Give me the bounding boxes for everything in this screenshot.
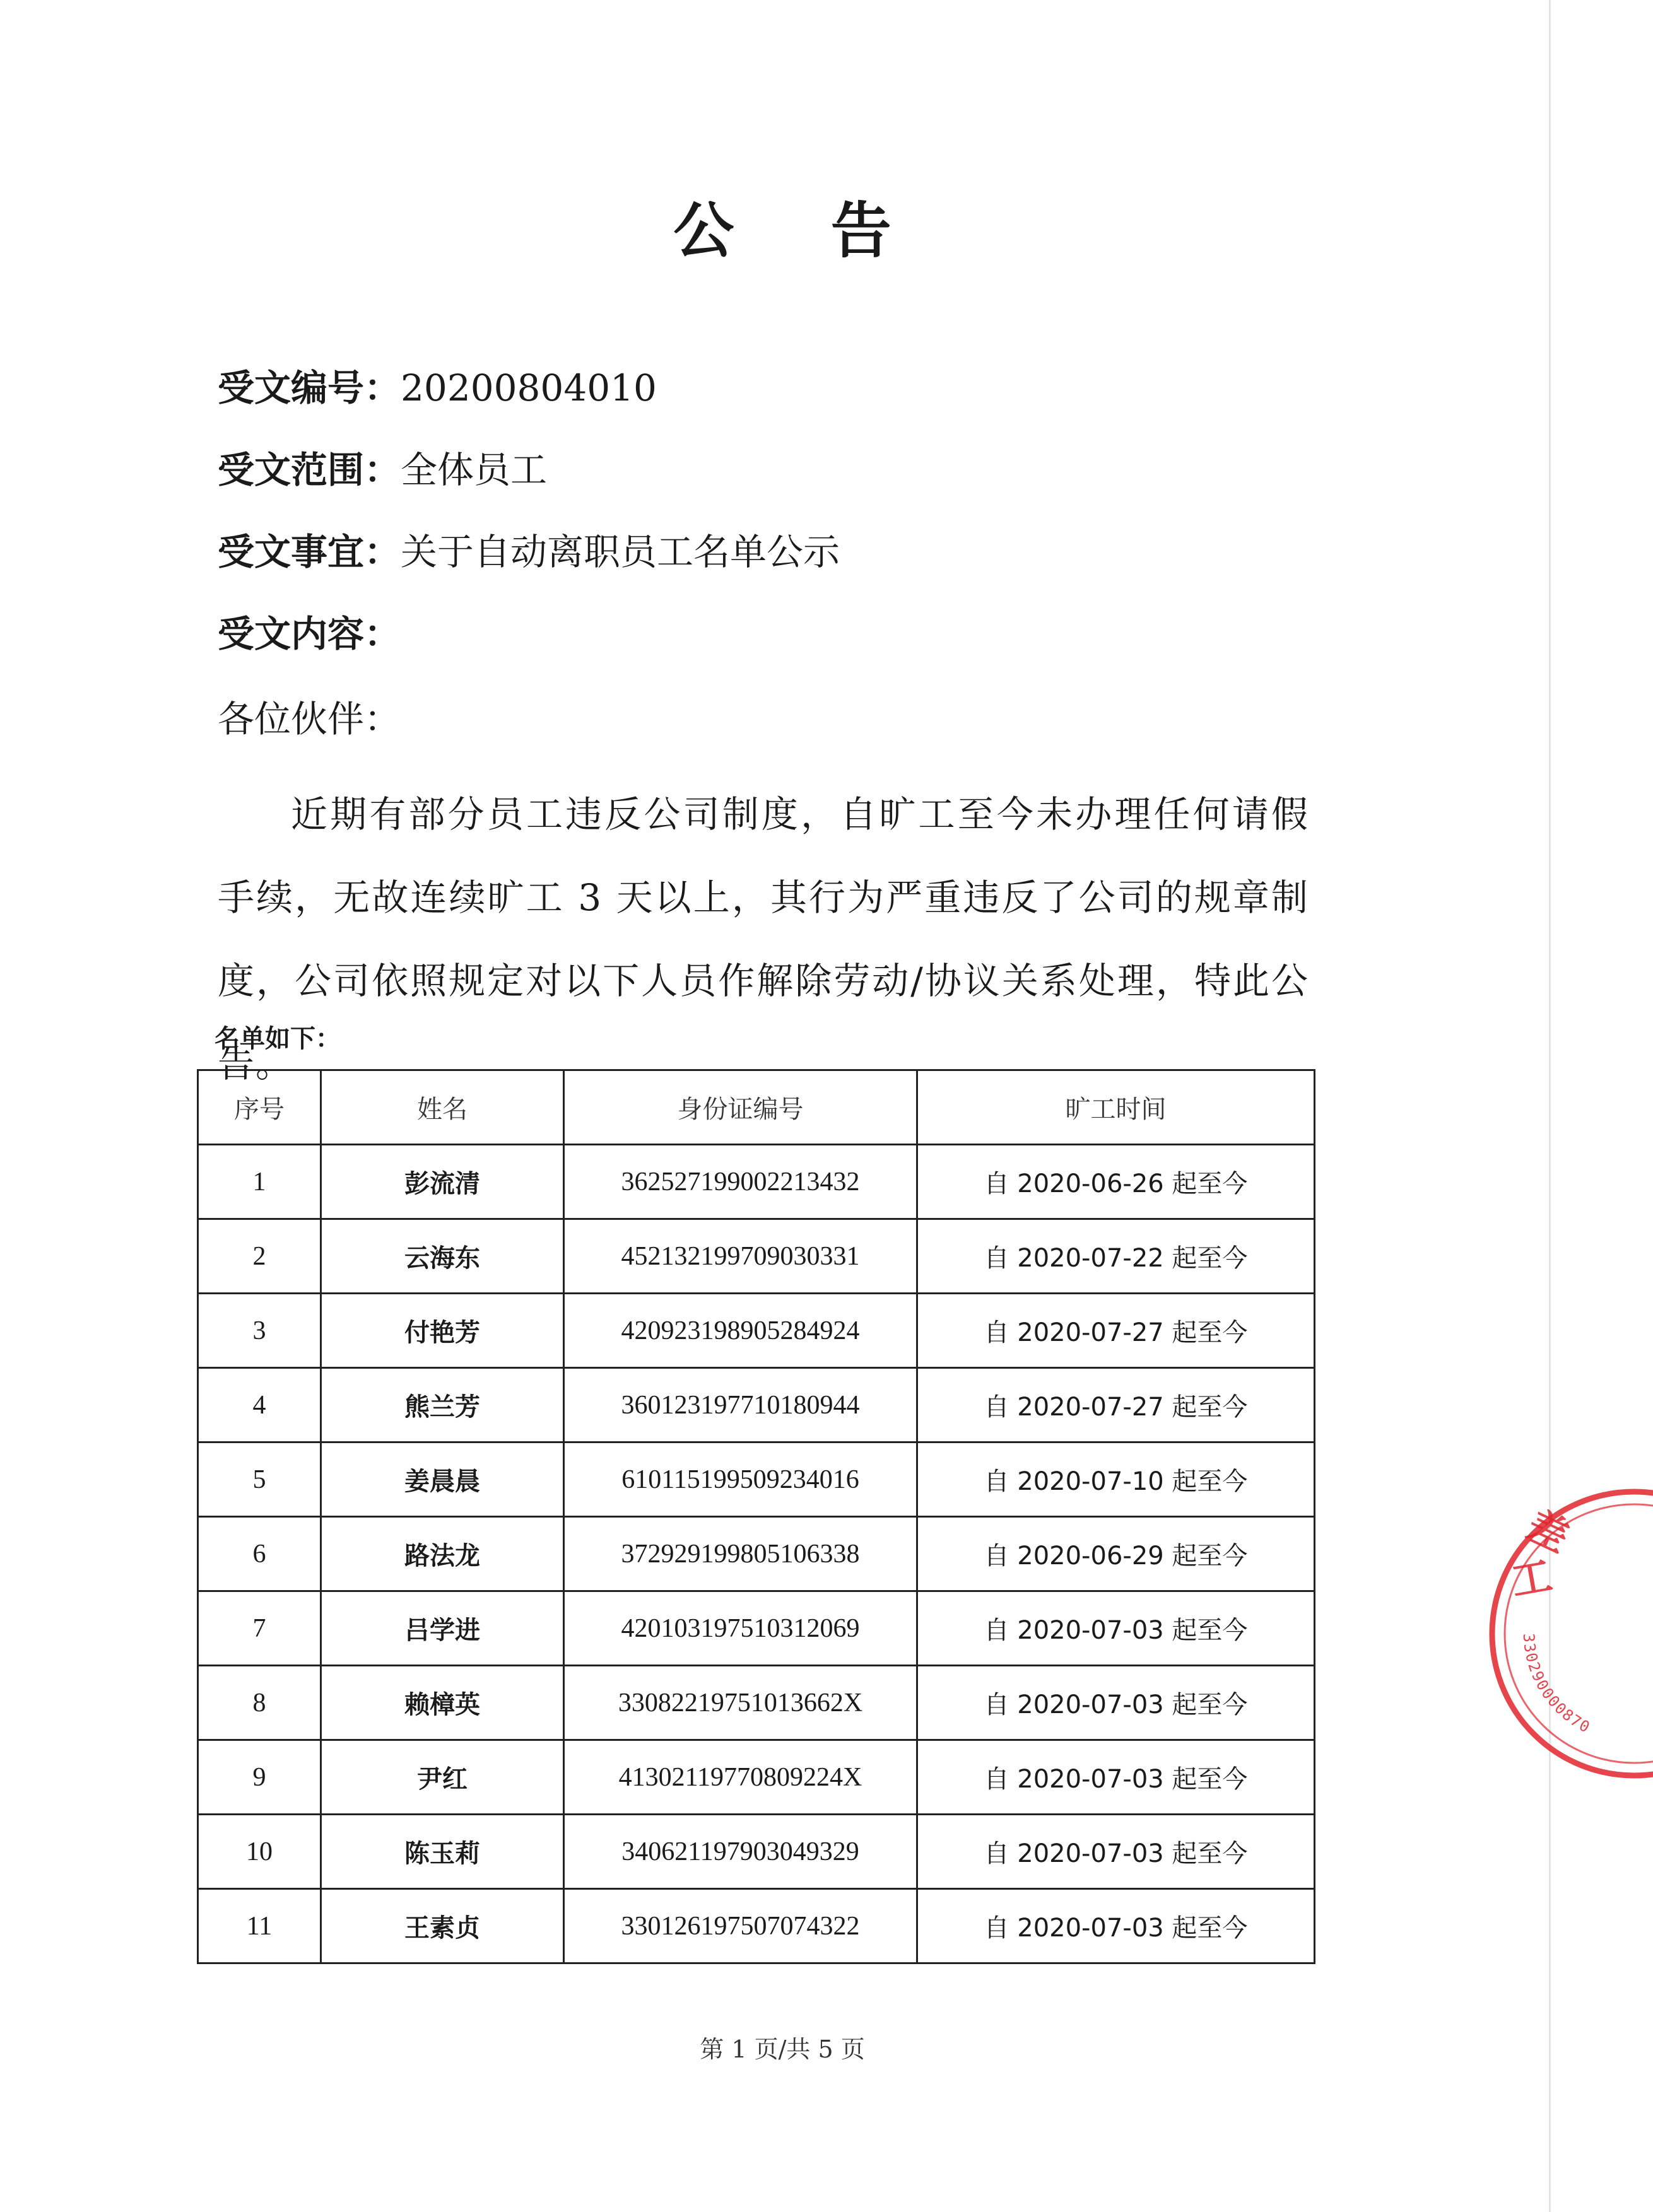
header-absence-time: 旷工时间 [917,1070,1315,1145]
row-index: 10 [198,1815,321,1889]
header-index: 序号 [198,1070,321,1145]
absence-time: 自 2020-07-27 起至今 [917,1294,1315,1368]
employee-name: 姜晨晨 [321,1442,564,1517]
table-row [198,1294,1315,1368]
absence-time: 自 2020-07-22 起至今 [917,1219,1315,1294]
employee-name: 陈玉莉 [321,1815,564,1889]
field-doc-number [218,366,657,410]
page-footer: 第 1 页/共 5 页 [700,2035,865,2063]
absence-time: 自 2020-07-03 起至今 [917,1740,1315,1815]
table-row [198,1666,1315,1740]
employee-name: 云海东 [321,1219,564,1294]
id-number: 330126197507074322 [564,1889,917,1963]
employee-name: 路法龙 [321,1517,564,1591]
id-number: 362527199002213432 [564,1145,917,1219]
row-index: 6 [198,1517,321,1591]
field-label: 受文内容： [218,612,401,655]
id-number: 360123197710180944 [564,1368,917,1442]
id-number: 610115199509234016 [564,1442,917,1517]
row-index: 4 [198,1368,321,1442]
field-value: 关于自动离职员工名单公示 [401,530,840,573]
table-row [198,1368,1315,1442]
field-value: 全体员工 [401,448,548,491]
field-label: 受文编号： [218,366,401,409]
svg-text:差: 差 [1519,1502,1576,1562]
row-index: 8 [198,1666,321,1740]
notice-title: 公 告 [673,196,929,266]
absence-time: 自 2020-07-10 起至今 [917,1442,1315,1517]
table-row [198,1889,1315,1963]
table-header-row [198,1070,1315,1145]
absence-time: 自 2020-07-03 起至今 [917,1591,1315,1666]
id-number: 340621197903049329 [564,1815,917,1889]
seal-number: 3302900008708 [1458,1462,1594,1737]
absence-time: 自 2020-06-26 起至今 [917,1145,1315,1219]
employee-name: 王素贞 [321,1889,564,1963]
field-scope [218,448,547,492]
row-index: 2 [198,1219,321,1294]
absence-time: 自 2020-07-03 起至今 [917,1666,1315,1740]
employee-name: 赖樟英 [321,1666,564,1740]
svg-text:工: 工 [1507,1552,1556,1606]
scan-edge-line [1549,0,1551,2212]
row-index: 5 [198,1442,321,1517]
table-row [198,1442,1315,1517]
employee-name: 付艳芳 [321,1294,564,1368]
id-number: 33082219751013662X [564,1666,917,1740]
absence-time: 自 2020-07-03 起至今 [917,1889,1315,1963]
id-number: 420103197510312069 [564,1591,917,1666]
list-title: 名单如下： [215,1024,341,1053]
body-paragraph: 近期有部分员工违反公司制度，自旷工至今未办理任何请假手续，无故连续旷工 3 天以上，其行为严重违反了公司的规章制度，公司依照规定对以下人员作解除劳动/协议关系处理，特此公告。 [218,793,1309,1086]
field-label: 受文范围： [218,448,401,491]
employee-name: 尹红 [321,1740,564,1815]
table-row [198,1219,1315,1294]
field-content [218,612,401,656]
id-number: 41302119770809224X [564,1740,917,1815]
company-seal-stamp [1458,1462,1653,1791]
table-row [198,1815,1315,1889]
absence-time: 自 2020-06-29 起至今 [917,1517,1315,1591]
row-index: 1 [198,1145,321,1219]
employee-name: 熊兰芳 [321,1368,564,1442]
table-row [198,1740,1315,1815]
field-value: 20200804010 [401,366,657,409]
id-number: 372929199805106338 [564,1517,917,1591]
header-id-number: 身份证编号 [564,1070,917,1145]
table-row [198,1517,1315,1591]
field-label: 受文事宜： [218,530,401,573]
id-number: 452132199709030331 [564,1219,917,1294]
absence-time: 自 2020-07-27 起至今 [917,1368,1315,1442]
absence-time: 自 2020-07-03 起至今 [917,1815,1315,1889]
dismissal-table [197,1069,1315,1964]
field-subject [218,530,840,574]
id-number: 420923198905284924 [564,1294,917,1368]
employee-name: 吕学进 [321,1591,564,1666]
row-index: 7 [198,1591,321,1666]
employee-name: 彭流清 [321,1145,564,1219]
row-index: 11 [198,1889,321,1963]
table-row [198,1591,1315,1666]
row-index: 3 [198,1294,321,1368]
table-row [198,1145,1315,1219]
greeting: 各位伙伴： [218,698,401,740]
row-index: 9 [198,1740,321,1815]
header-name: 姓名 [321,1070,564,1145]
